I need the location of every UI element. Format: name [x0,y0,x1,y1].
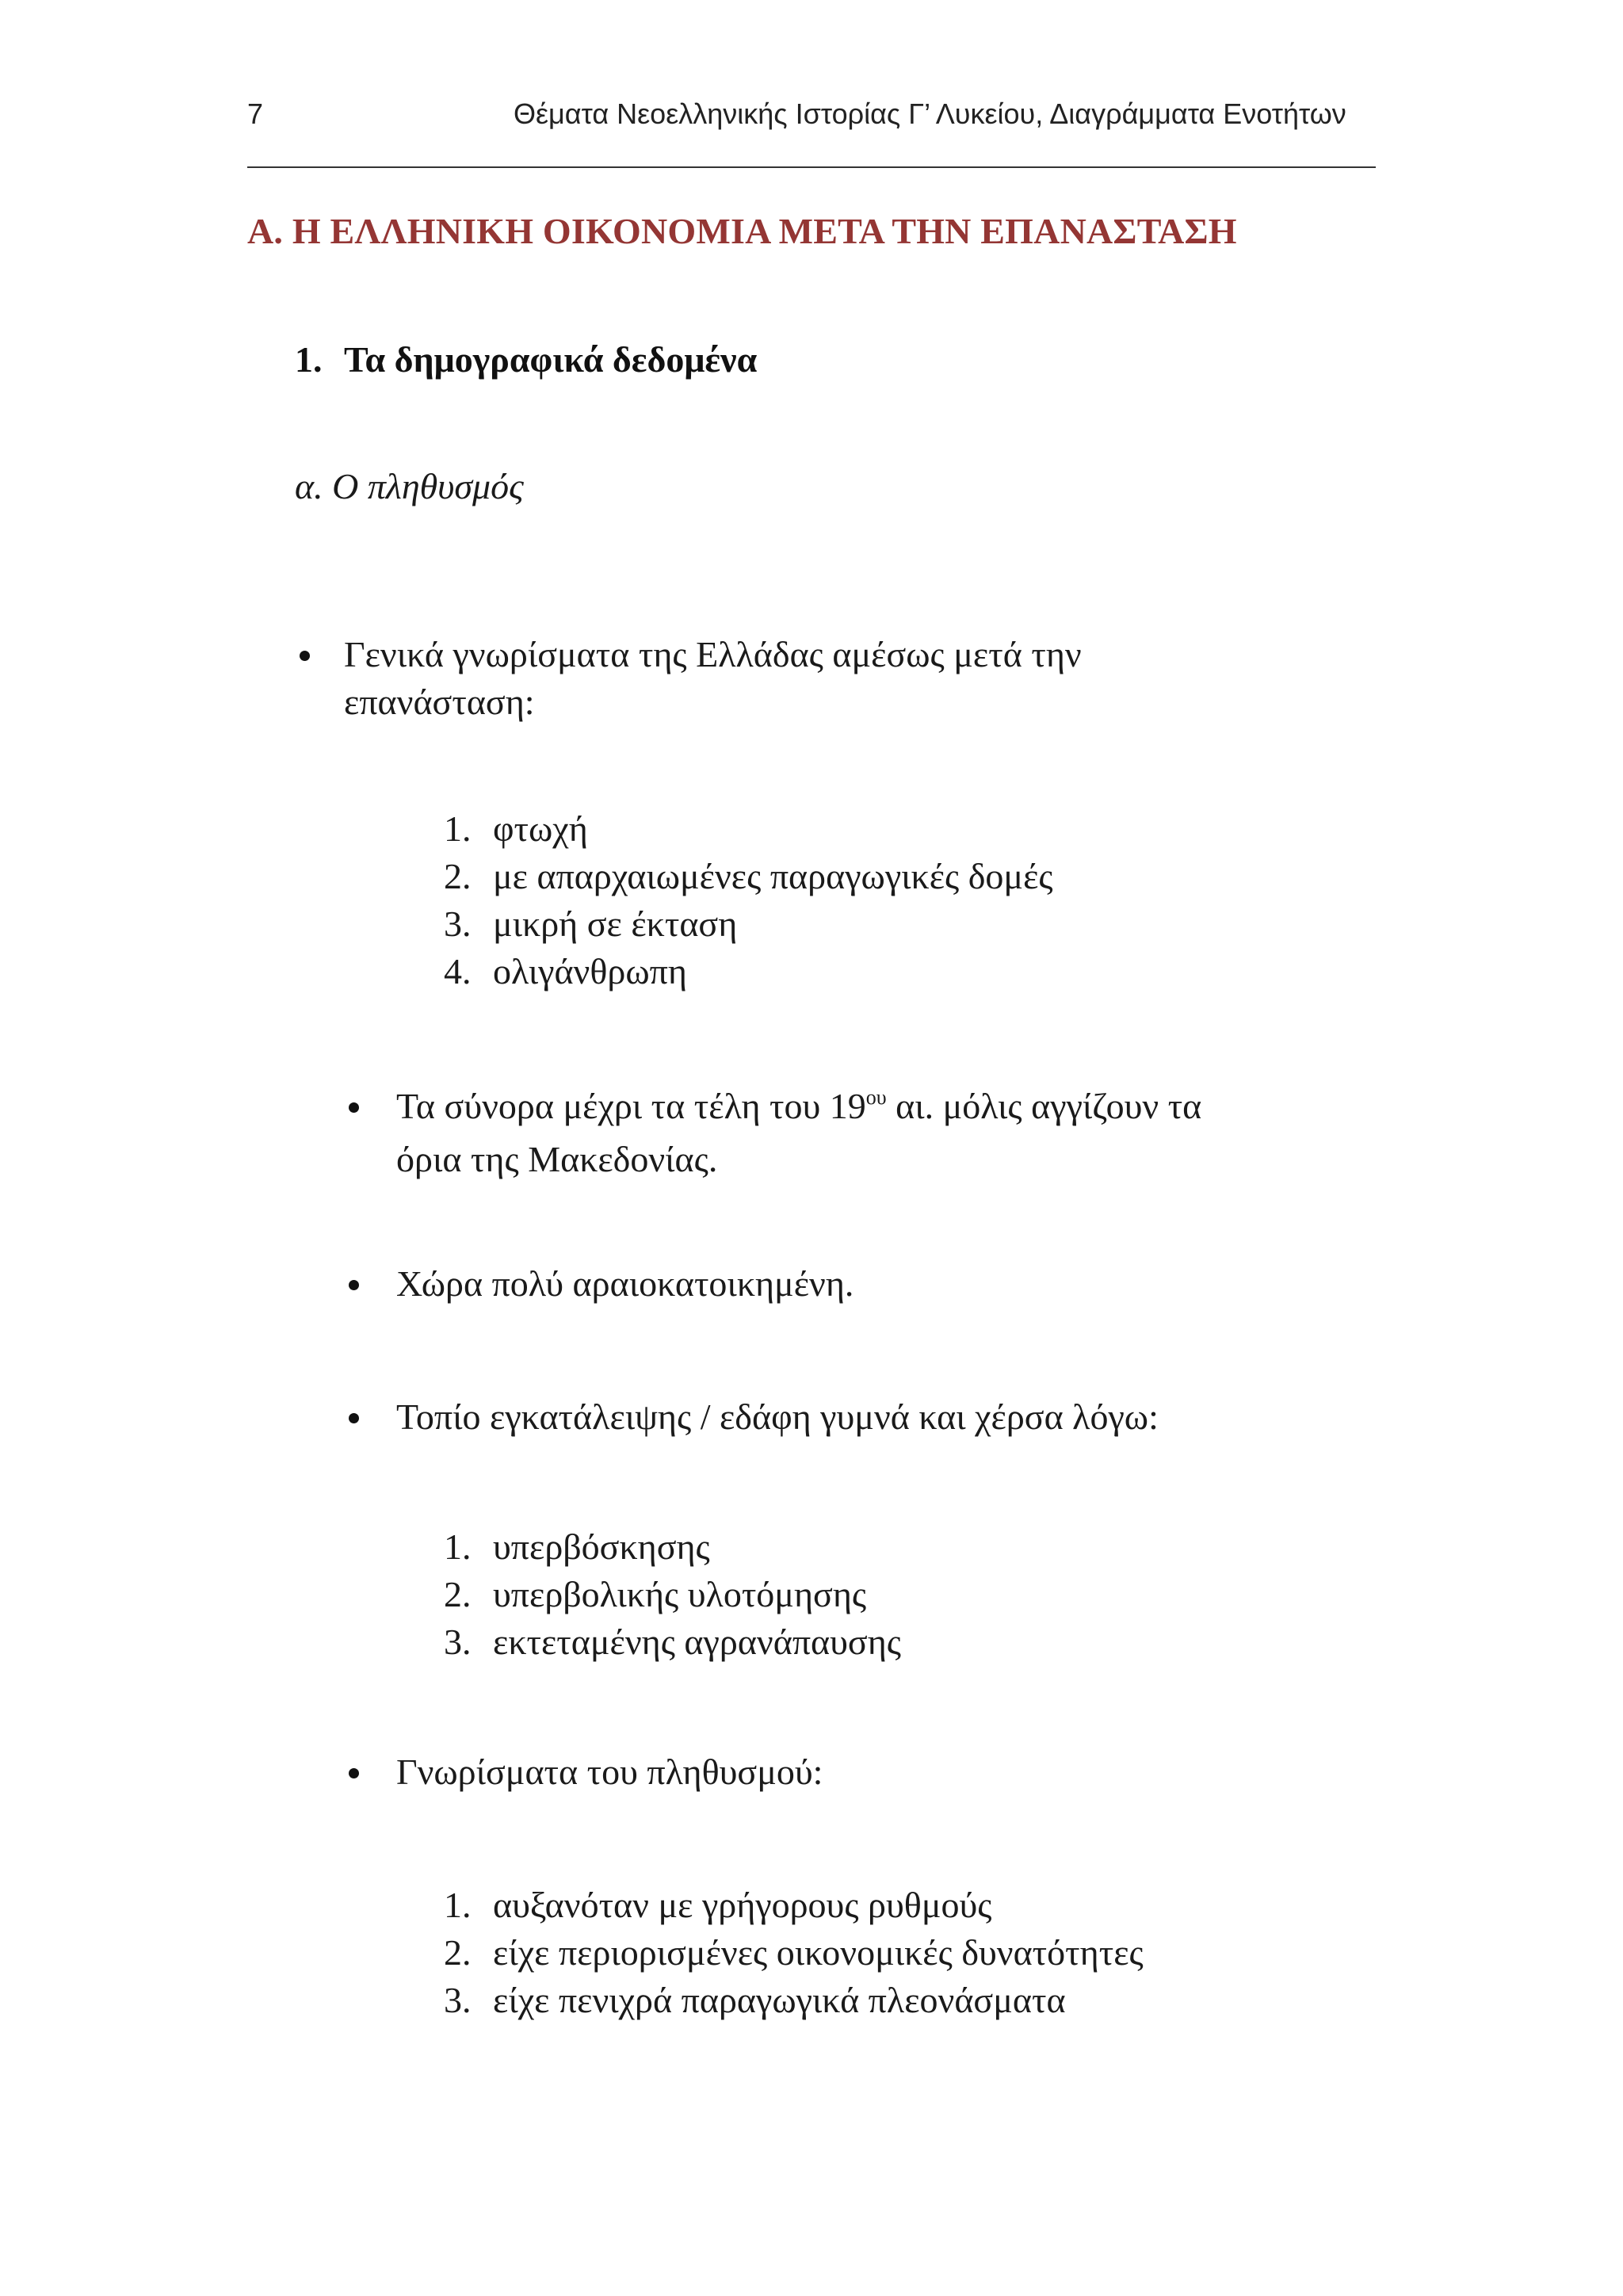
list-item [444,853,1316,900]
running-header-title: Θέματα Νεοελληνικής Ιστορίας Γ’ Λυκείου, Διαγράμματα Ενοτήτων [514,97,1346,130]
list-item-text: είχε πενιχρά παραγωγικά πλεονάσματα [493,1980,1066,2020]
numbered-list-general-features [444,805,1316,995]
bullet-icon [349,1413,359,1423]
bullet-icon [349,1768,359,1778]
ordinal-superscript: ου [865,1086,887,1109]
list-item-number: 2. [444,1574,472,1614]
list-item-text: υπερβολικής υλοτόμησης [493,1574,867,1614]
bullet-text-line: Γνωρίσματα του πληθυσμού: [396,1752,823,1792]
list-item [444,1523,1316,1571]
subsection-title-text: Τα δημογραφικά δεδομένα [344,339,758,380]
subsection-title [295,336,757,384]
bullet-text-line: όρια της Μακεδονίας. [396,1139,718,1179]
bullet-icon [349,1102,359,1113]
list-item-number: 2. [444,1932,472,1973]
bullet-icon [300,651,310,661]
list-item-text: ολιγάνθρωπη [493,951,687,991]
bullet-text-line: επανάσταση: [344,682,535,722]
page-number: 7 [247,97,264,130]
subsection-number: 1. [295,339,323,380]
list-item-text: αυξανόταν με γρήγορους ρυθμούς [493,1885,992,1925]
list-item-number: 2. [444,856,472,896]
bullet-icon [349,1280,359,1290]
list-item-number: 1. [444,808,472,849]
list-item-text: υπερβόσκησης [493,1526,710,1567]
bullet-general-features [300,631,1409,729]
list-item-text: φτωχή [493,808,588,849]
bullet-text-line: Γενικά γνωρίσματα της Ελλάδας αμέσως μετά την [344,634,1082,674]
bullet-text-line [396,1083,1201,1136]
header-divider [247,166,1376,168]
bullet-text-fragment: αι. μόλις αγγίζουν τα [886,1086,1202,1126]
list-item [444,1929,1363,1977]
list-item-number: 4. [444,951,472,991]
subheading-population: α. Ο πληθυσμός [295,466,524,506]
section-title: Α. Η ΕΛΛΗΝΙΚΗ ΟΙΚΟΝΟΜΙΑ ΜΕΤΑ ΤΗΝ ΕΠΑΝΑΣΤΑΣΗ [247,211,1237,251]
bullet-abandoned-landscape [349,1393,1395,1442]
list-item-number: 1. [444,1526,472,1567]
bullet-population-features [349,1748,1395,1797]
bullet-text-fragment: Τα σύνορα μέχρι τα τέλη του 19 [396,1086,866,1126]
list-item [444,1977,1363,2024]
bullet-text-line: Χώρα πολύ αραιοκατοικημένη. [396,1263,854,1304]
list-item [444,900,1316,948]
list-item [444,805,1316,853]
list-item [444,948,1316,995]
list-item [444,1881,1363,1929]
list-item-text: είχε περιορισμένες οικονομικές δυνατότητες [493,1932,1144,1973]
list-item-number: 3. [444,904,472,944]
list-item-text: με απαρχαιωμένες παραγωγικές δομές [493,856,1053,896]
list-item-number: 1. [444,1885,472,1925]
bullet-sparse-population [349,1260,1395,1309]
bullet-text-line: Τοπίο εγκατάλειψης / εδάφη γυμνά και χέρσα λόγω: [396,1396,1159,1437]
list-item-text: εκτεταμένης αγρανάπαυσης [493,1622,901,1662]
list-item [444,1571,1316,1618]
list-item-number: 3. [444,1622,472,1662]
list-item-number: 3. [444,1980,472,2020]
numbered-list-population [444,1881,1363,2024]
bullet-borders [349,1083,1395,1181]
numbered-list-causes [444,1523,1316,1666]
list-item [444,1618,1316,1666]
list-item-text: μικρή σε έκταση [493,904,738,944]
